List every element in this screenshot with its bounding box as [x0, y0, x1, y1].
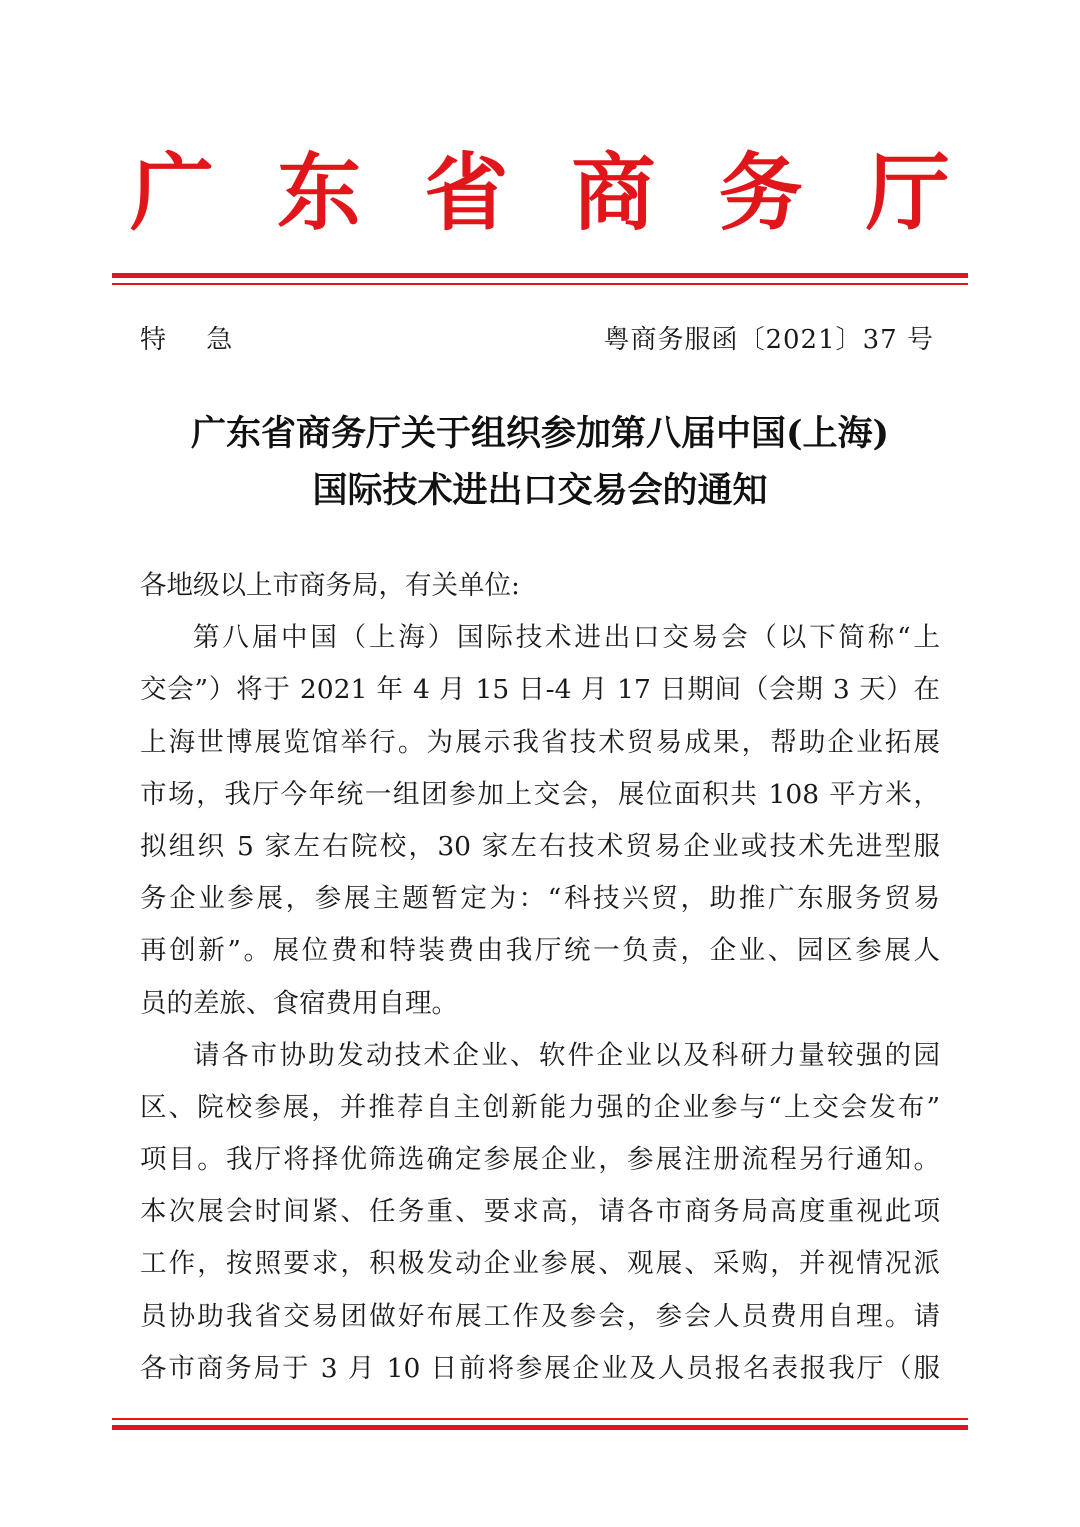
masthead-char: 务	[718, 143, 803, 242]
masthead-rule-thin	[112, 283, 968, 285]
paragraph-line: 员协助我省交易团做好布展工作及参会，参会人员费用自理。请	[140, 1300, 940, 1332]
paragraph-line: 工作，按照要求，积极发动企业参展、观展、采购，并视情况派	[140, 1248, 940, 1280]
paragraph-line: 各市商务局于 3 月 10 日前将参展企业及人员报名表报我厅（服	[140, 1352, 940, 1384]
masthead-issuer	[112, 138, 968, 248]
salutation: 各地级以上市商务局，有关单位:	[140, 570, 520, 601]
document-number: 粤商务服函〔2021〕37 号	[603, 325, 934, 355]
title-line: 国际技术进出口交易会的通知	[312, 470, 768, 511]
paragraph-line: 上海世博展览馆举行。为展示我省技术贸易成果，帮助企业拓展	[140, 726, 940, 758]
document-title	[120, 405, 960, 519]
masthead-char: 东	[277, 143, 362, 242]
paragraph-line: 交会”）将于 2021 年 4 月 15 日-4 月 17 日期间（会期 3 天）在	[140, 674, 940, 706]
urgency-label: 特 急	[140, 325, 249, 355]
footer-rule-thick	[112, 1425, 968, 1430]
title-line: 广东省商务厅关于组织参加第八届中国(上海)	[190, 413, 890, 454]
paragraph-line: 项目。我厅将择优筛选确定参展企业，参展注册流程另行通知。	[140, 1144, 940, 1176]
masthead-rule-thick	[112, 273, 968, 278]
paragraph-line: 务企业参展，参展主题暂定为：“科技兴贸，助推广东服务贸易	[140, 883, 940, 915]
document-meta-row	[140, 320, 934, 360]
paragraph-line: 员的差旅、食宿费用自理。	[140, 987, 458, 1019]
paragraph-line: 拟组织 5 家左右院校，30 家左右技术贸易企业或技术先进型服	[140, 830, 940, 862]
document-body	[140, 560, 940, 1395]
paragraph-line: 本次展会时间紧、任务重、要求高，请各市商务局高度重视此项	[140, 1196, 940, 1228]
masthead-char: 商	[571, 143, 656, 242]
paragraph-line: 第八届中国（上海）国际技术进出口交易会（以下简称“上	[193, 622, 940, 654]
masthead-char: 广	[129, 143, 214, 242]
paragraph-line: 市场，我厅今年统一组团参加上交会，展位面积共 108 平方米，	[140, 778, 940, 810]
paragraph-line: 再创新”。展位费和特装费由我厅统一负责，企业、园区参展人	[140, 935, 940, 967]
paragraph-line: 区、院校参展，并推荐自主创新能力强的企业参与“上交会发布”	[140, 1091, 940, 1123]
paragraph-line: 请各市协助发动技术企业、软件企业以及科研力量较强的园	[193, 1039, 940, 1071]
masthead-char: 省	[424, 143, 509, 242]
masthead-char: 厅	[865, 143, 950, 242]
footer-rule-thin	[112, 1418, 968, 1420]
